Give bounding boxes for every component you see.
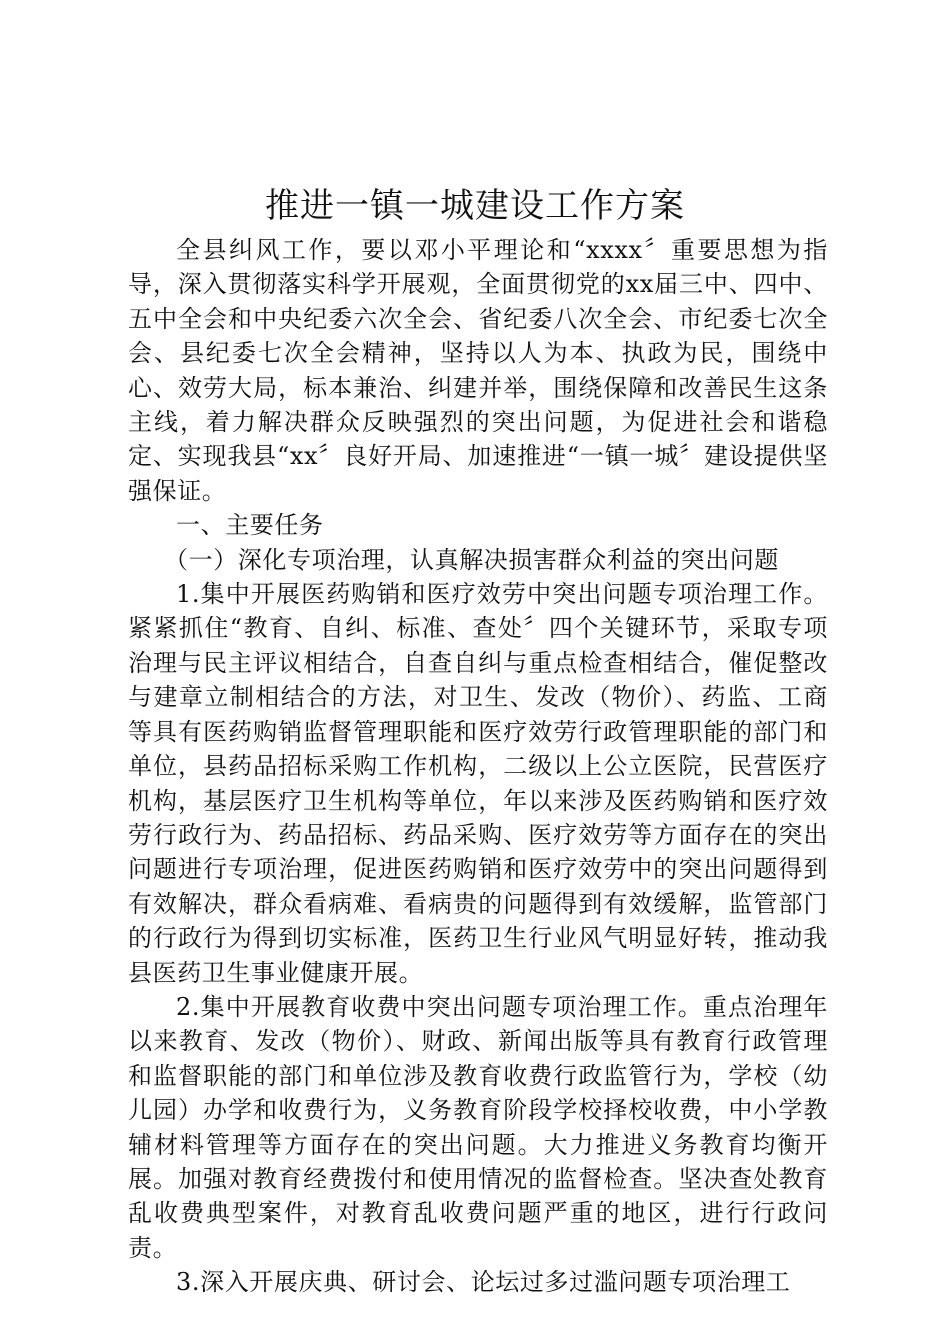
section-heading-main-tasks: 一、主要任务: [176, 511, 324, 540]
document-body: [128, 233, 828, 1300]
subsection-heading-special-governance: （一）深化专项治理，认真解决损害群众利益的突出问题: [164, 545, 779, 574]
intro-paragraph: 全县纠风工作，要以邓小平理论和“xxxx〞重要思想为指导，深入贯彻落实科学开展观，全面贯彻党的xx届三中、四中、五中全会和中央纪委六次全会、省纪委八次全会、市纪委七次全会、县纪委七次全会精神，坚持以人为本、执政为民，围绕中心、效劳大局，标本兼治、纠建并举，围绕保障和改善民生这条主线，着力解决群众反映强烈的突出问题，为促进社会和谐稳定、实现我县“xx〞良好开局、加速推进“一镇一城〞建设提供坚强保证。: [128, 236, 828, 505]
item-paragraph-education-fees: 2.集中开展教育收费中突出问题专项治理工作。重点治理年以来教育、发改（物价）、财政、新闻出版等具有教育行政管理和监督职能的部门和单位涉及教育收费行政监管行为，学校（幼儿园）办学和收费行为，义务教育阶段学校择校收费，中小学教辅材料管理等方面存在的突出问题。大力推进义务教育均衡开展。加强对教育经费拨付和使用情况的监督检查。坚决查处教育乱收费典型案件，对教育乱收费问题严重的地区，进行行政问责。: [128, 992, 828, 1262]
item-paragraph-celebrations: 3.深入开展庆典、研讨会、论坛过多过滥问题专项治理工: [176, 1268, 791, 1297]
item-paragraph-medical: 1.集中开展医药购销和医疗效劳中突出问题专项治理工作。紧紧抓住“教育、自纠、标准、查处〞四个关键环节，采取专项治理与民主评议相结合，自查自纠与重点检查相结合，催促整改与建章立制相结合的方法，对卫生、发改（物价）、药监、工商等具有医药购销监督管理职能和医疗效劳行政管理职能的部门和单位，县药品招标采购工作机构，二级以上公立医院，民营医疗机构，基层医疗卫生机构等单位，年以来涉及医药购销和医疗效劳行政行为、药品招标、药品采购、医疗效劳等方面存在的突出问题进行专项治理，促进医药购销和医疗效劳中的突出问题得到有效解决，群众看病难、看病贵的问题得到有效缓解，监管部门的行政行为得到切实标准，医药卫生行业风气明显好转，推动我县医药卫生事业健康开展。: [128, 580, 828, 987]
document-title: 推进一镇一城建设工作方案: [265, 186, 685, 226]
